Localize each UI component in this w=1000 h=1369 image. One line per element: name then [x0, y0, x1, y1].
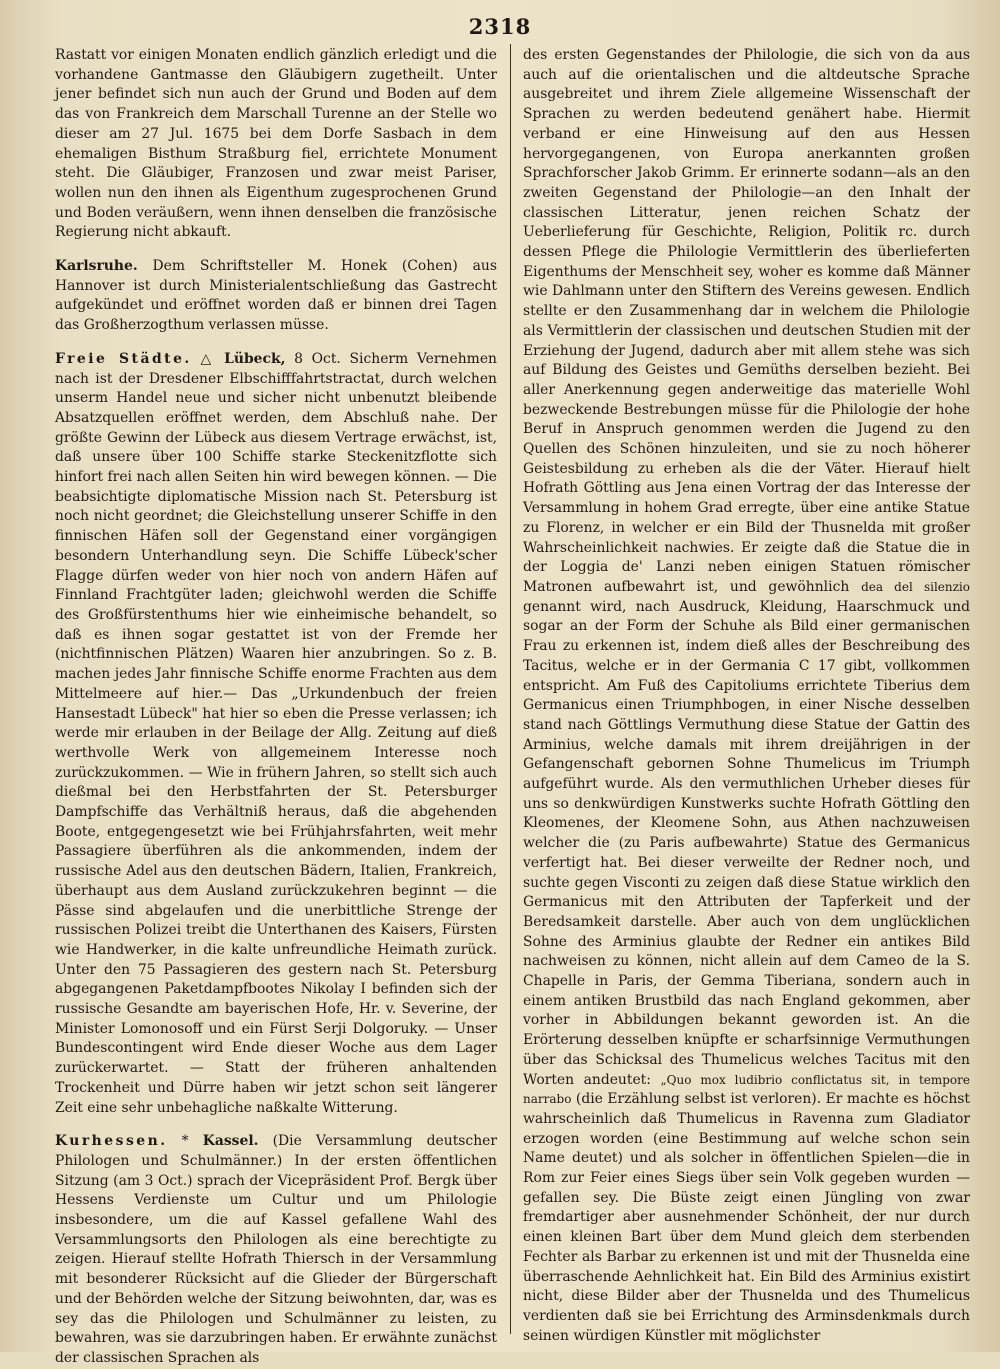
article-kassel-continued: [523, 46, 970, 1346]
latin-quote-tacitus: „Quo mox ludibrio conflictatus sit, in tempore narrabo: [523, 1072, 970, 1107]
section-freie-staedte: Freie Städte.: [55, 350, 192, 367]
continued-text-1: des ersten Gegenstandes der Philologie, die sich von da aus auch auf die orientalischen und die altdeutsche Sprache ausgebreitet und ihrem Ziele allgemeine Wissenschaft der Sprachen zu werden bedeutend genähert habe. Hiermit verband er eine Hinweisung auf den aus Hessen hervorgegangenen, von Europa anerkannten großen Sprachforscher Jakob Grimm. Er erinnerte sodann—als an den zweiten Gegenstand der Philologie—an den Inhalt der classischen Litteratur, jenen reichen Schatz der Ueberlieferung für Geschichte, Religion, Politik rc. durch dessen Pflege die Philologie Vermittlerin des überlieferten Eigenthums der Menschheit sey, woher es komme daß Männer wie Dahlmann unter den Stiftern des Vereins gewesen. Endlich stellte er den Zusammenhang dar in welchem die Philologie als Vermittlerin der classischen und deutschen Studien mit der Erziehung der Jugend, dadurch aber mit allem stehe was sich auf Bildung des Geistes und Gemüths derselben bezieht. Bei aller Anerkennung gegen anderweitige das materielle Wohl bezweckende Bestrebungen müsse für die Philologie der hohe Beruf in Anspruch genommen werden die Jugend zu den Quellen des Schönen hinzuleiten, und sie zu noch höherer Geistesbildung zu erheben als die der Väter. Hierauf hielt Hofrath Göttling aus Jena einen Vortrag der das Interesse der Versammlung in hohem Grad erregte, über eine antike Statue zu Florenz, in welcher er ein Bild der Thusnelda mit großer Wahrscheinlichkeit nachwies. Er zeigte daß die Statue die in der Loggia de' Lanzi neben einigen Statuen römischer Matronen aufbewahrt ist, und gewöhnlich: [523, 47, 970, 595]
continued-text-3: (die Erzählung selbst ist verloren). Er machte es höchst wahrscheinlich daß Thumelicus in Ravenna zum Gladiator erzogen worden (eine Bestimmung auf welche schon sein Name deutet) und als solcher in öffentlichen Spielen—die in Rom zur Feier eines Siegs über sein Volk gegeben wurden — gefallen sey. Die Büste zeigt einen Jüngling von zwar fremdartiger aber ausnehmender Schönheit, der nur durch einen kleinen Bart über dem Mund gleich dem sterbenden Fechter als Barbar zu erkennen ist und mit der Thusnelda eine überraschende Aehnlichkeit hat. Ein Bild des Arminius existirt nicht, diese Bilder aber der Thusnelda und des Thumelicus verdienten daß sie bei Errichtung des Arminsdenkmals durch seinen würdigen Künstler mit möglichster: [523, 1091, 970, 1344]
correspondent-sign: *: [167, 1133, 203, 1150]
article-kassel-text: (Die Versammlung deutscher Philologen und Schulmänner.) In der ersten öffentlichen Sitzung (am 3 Oct.) sprach der Vicepräsident Prof. Bergk über Hessens Verdienste um Cultur und um Philologie insbesondere, um die auf Kassel gefallene Wahl des Versammlungsorts den Philologen als eine berechtigte zu zeigen. Hierauf stellte Hofrath Thiersch in der Versammlung mit besonderer Rücksicht auf die Glieder der Bürgerschaft und der Behörden welche der Sitzung beiwohnten, dar, was es sey das die Philologen und Schulmänner zu leisten, zu bewahren, was sie darzubringen haben. Er erwähnte zunächst der classischen Sprachen als: [55, 1133, 498, 1366]
article-karlsruhe: [55, 257, 497, 336]
article-kassel: [55, 1132, 497, 1368]
left-column: [55, 46, 498, 1366]
dateline-karlsruhe: Karlsruhe.: [55, 258, 138, 275]
article-karlsruhe-text: Dem Schriftsteller M. Honek (Cohen) aus Hannover ist durch Ministerialentschließung das Gastrecht aufgekündet und eröffnet worden daß er binnen drei Tagen das Großherzogthum verlassen müsse.: [55, 258, 497, 334]
column-divider: [510, 44, 511, 1334]
article-luebeck: [55, 350, 497, 1118]
dateline-kassel: Kassel.: [202, 1133, 259, 1150]
article-luebeck-text: 8 Oct. Sicherm Vernehmen nach ist der Dresdener Elbschifffahrtstractat, durch welchen unserm Handel neue und sicher nicht unbenutzt bleibende Absatzquellen eröffnet werden, dem Abschluß nahe. Der größte Gewinn der Lübeck aus diesem Vertrage erwächst, ist, daß unsere über 100 Schiffe starke Steckenitzflotte sich hinfort frei nach allen Seiten hin wird bewegen können. — Die beabsichtigte diplomatische Mission nach St. Petersburg ist noch nicht geordnet; die Gleichstellung unserer Schiffe in den finnischen Häfen soll der Gegenstand einer vorgängigen besondern Unterhandlung seyn. Die Schiffe Lübeck'scher Flagge dürfen weder von hier noch von andern Häfen auf Finnland Frachtgüter laden; gleichwohl werden die Schiffe des Großfürstenthums hier wie einheimische behandelt, so daß es ihnen sogar gestattet ist von der Fremde her (nichtfinnischen Plätzen) Waaren hier anzubringen. So z. B. machen jedes Jahr finnische Schiffe enorme Frachten aus dem Mittelmeere auf hier.— Das „Urkundenbuch der freien Hansestadt Lübeck" hat hier so eben die Presse verlassen; ich werde mir erlauben in der Beilage der Allg. Zeitung auf dieß werthvolle Werk von allgemeinem Interesse noch zurückzukommen. — Wie in frühern Jahren, so stellt sich auch dießmal bei den Herbstfahrten der St. Petersburger Dampfschiffe das Verhältniß heraus, daß die abgehenden Boote, entgegengesetzt wie bei Frühjahrsfahrten, weit mehr Passagiere überführen als die ankommenden, indem der russische Adel aus den deutschen Bädern, Italien, Frankreich, überhaupt aus dem Ausland zurückzukehren beginnt — die Pässe sind abgelaufen und die unerbittliche Strenge der russischen Polizei treibt die Unterthanen des Kaisers, Fürsten wie Handwerker, in die kalte unfreundliche Heimath zurück. Unter den 75 Passagieren des gestern nach St. Petersburg abgegangenen Paketdampfbootes Nikolay I befinden sich der russische Gesandte am bayerischen Hofe, Hr. v. Severine, der Minister Lomonosoff und ein Fürst Serji Dolgoruky. — Unser Bundescontingent wird Ende dieser Woche aus dem Lager zurückerwartet. — Statt der früheren anhaltenden Trockenheit und Dürre haben wir jetzt schon seit längerer Zeit eine sehr unbehagliche naßkalte Witterung.: [55, 350, 497, 1116]
continued-text-2: genannt wird, nach Ausdruck, Kleidung, Haarschmuck und sogar an der Form der Schuhe als Bild einer germanischen Frau zu erkennen ist, indem dieß alles der Beschreibung des Tacitus, welche er in der Germania C 17 gibt, vollkommen entspricht. Am Fuß des Capitoliums errichtete Tiberius dem Germanicus einen Triumphbogen, in einer Nische desselben stand nach Göttlings Vermuthung diese Statue der Gattin des Arminius, welche damals mit ihrem dreijährigen in der Gefangenschaft gebornen Sohne Thumelicus im Triumph aufgeführt wurde. Als den vermuthlichen Urheber dieses für uns so denkwürdigen Kunstwerks suchte Hofrath Göttling den Kleomenes, der Kleomene Sohn, aus Athen nachzuweisen welcher die (zu Paris aufbewahrte) Statue des Germanicus verfertigt hat. Bei dieser verweilte der Redner noch, und suchte gegen Visconti zu zeigen daß diese Statue wirklich den Germanicus mit den Attributen der Tapferkeit und der Beredsamkeit darstelle. Aber auch von dem unglücklichen Sohne des Arminius glaubte der Redner ein antikes Bild nachweisen zu können, nicht allein auf dem Cameo de la S. Chapelle in Paris, der Gemma Tiberiana, sondern auch in einem antiken Brustbild das nach England gekommen, aber vorher in Abbildungen bekannt geworden ist. An die Erörterung desselben knüpfte er scharfsinnige Vermuthungen über das Schicksal des Thumelicus welches Tacitus mit den Worten andeutet:: [523, 598, 970, 1088]
correspondent-sign: △: [191, 350, 225, 367]
section-kurhessen: Kurhessen.: [55, 1133, 168, 1150]
dateline-luebeck: Lübeck,: [224, 350, 286, 367]
latin-phrase-dea-del-silenzio: dea del silenzio: [861, 579, 970, 594]
page-number: 2318: [468, 14, 532, 39]
article-rastatt: Rastatt vor einigen Monaten endlich gänzlich erledigt und die vorhandene Gantmasse den Gläubigern zugetheilt. Unter jener befindet sich nun auch der Grund und Boden auf dem das von Frankreich dem Marschall Turenne an der Stelle wo dieser am 27 Jul. 1675 bei dem Dorfe Sasbach in dem ehemaligen Bisthum Straßburg fiel, errichtete Monument steht. Die Gläubiger, Franzosen und zwar meist Pariser, wollen nun den ihnen als Eigenthum zugesprochenen Grund und Boden veräußern, wenn ihnen denselben die französische Regierung nicht abkauft.: [55, 47, 497, 241]
right-column: [523, 46, 970, 1346]
